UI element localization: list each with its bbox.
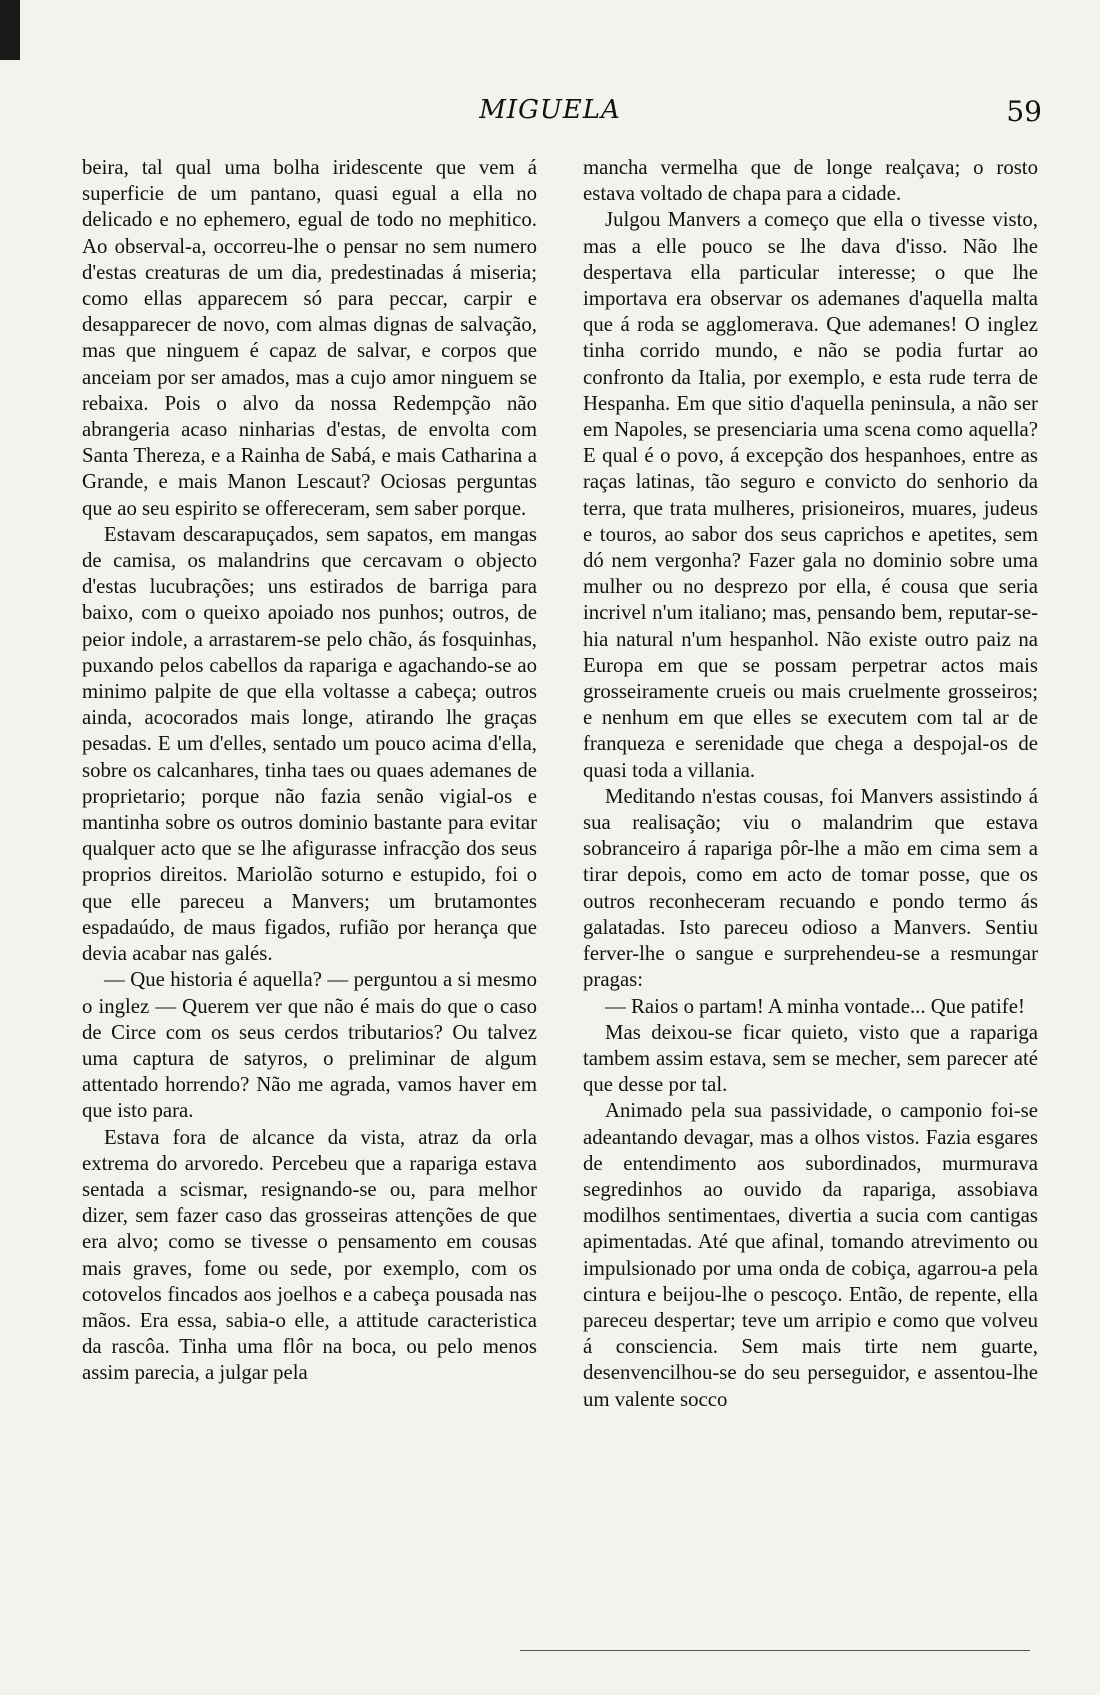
footer-rule: [520, 1650, 1030, 1651]
page-header: [0, 95, 1100, 135]
paragraph: — Que historia é aquella? — perguntou a si mesmo o inglez — Querem ver que não é mais do que o caso de Circe com os seus cerdos tributarios? Ou talvez uma captura de satyros, o preliminar de algum attentado horrendo? Não me agrada, vamos haver em que isto para.: [82, 968, 537, 1123]
paragraph: beira, tal qual uma bolha iridescente que vem á superficie de um pantano, quasi egual a ella no delicado e no ephemero, egual de todo no mephitico. Ao observal-a, occorreu-lhe o pensar no sem numero d'estas creaturas de um dia, predestinadas á miseria; como ellas apparecem só para peccar, carpir e desapparecer de novo, com almas dignas de salvação, mas que ninguem é capaz de salvar, e corpos que anceiam por ser amados, mas a cujo amor ninguem se rebaixa. Pois o alvo da nossa Redempção não abrangeria acaso ninharias d'estas, de envolta com Santa Thereza, e a Rainha de Sabá, e mais Catharina a Grande, e mais Manon Lescaut? Ociosas perguntas que ao seu espirito se offereceram, sem saber porque.: [82, 156, 537, 520]
paragraph: — Raios o partam! A minha vontade... Que patife!: [605, 994, 1025, 1018]
paragraph: mancha vermelha que de longe realçava; o rosto estava voltado de chapa para a cidade.: [583, 156, 1038, 206]
paragraph: Mas deixou-se ficar quieto, visto que a rapariga tambem assim estava, sem se mecher, sem parecer até que desse por tal.: [583, 1020, 1038, 1097]
scan-edge-shadow: [0, 0, 20, 60]
paragraph: Estavam descarapuçados, sem sapatos, em mangas de camisa, os malandrins que cercavam o objecto d'estas lucubrações; uns estirados de barriga para baixo, com o queixo apoiado nos punhos; outros, de peior indole, a arrastarem-se pelo chão, ás fosquinhas, puxando pelos cabellos da rapariga e agachando-se ao minimo palpite de que ella voltasse a cabeça; outros ainda, acocorados mais longe, atirando lhe graças pesadas. E um d'elles, sentado um pouco acima d'ella, sobre os calcanhares, tinha taes ou quaes ademanes de proprietario; porque não fazia senão vigial-os e mantinha sobre os outros dominio bastante para evitar qualquer acto que se lhe afigurasse infracção dos seus proprios direitos. Mariolão soturno e estupido, foi o que elle pareceu a Manvers; um brutamontes espadaúdo, de maus figados, rufião por herança que devia acabar nas galés.: [82, 522, 537, 966]
paragraph: Animado pela sua passividade, o camponio foi-se adeantando devagar, mas a olhos vistos. Fazia esgares de entendimento aos subordinados, murmurava segredinhos ao ouvido da rapariga, assobiava modilhos sentimentaes, divertia a sucia com cantigas apimentadas. Até que afinal, tomando atrevimento ou impulsionado por uma onda de cobiça, agarrou-a pela cintura e beijou-lhe o pescoço. Então, de repente, ella pareceu despertar; teve um arripio e como que volveu á consciencia. Sem mais tirte nem guarte, desenvencilhou-se do seu perseguidor, e assentou-lhe um valente socco: [583, 1099, 1038, 1411]
page-number: 59: [1006, 95, 1042, 128]
left-column: [82, 155, 537, 1387]
paragraph: Estava fora de alcance da vista, atraz da orla extrema do arvoredo. Percebeu que a rapariga estava sentada a scismar, resignando-se ou, para melhor dizer, sem fazer caso das grosseiras attenções de que era alvo; como se tivesse o pensamento em cousas mais graves, fome ou sede, por exemplo, com os cotovelos fincados aos joelhos e a cabeça pousada nas mãos. Era essa, sabia-o elle, a attitude caracteristica da rascôa. Tinha uma flôr na boca, ou pelo menos assim parecia, a julgar pela: [82, 1125, 537, 1385]
paragraph: Meditando n'estas cousas, foi Manvers assistindo á sua realisação; viu o malandrim que estava sobranceiro á rapariga pôr-lhe a mão em cima sem a tirar depois, como em acto de tomar posse, que os outros reconheceram recuando e pondo termo ás galatadas. Isto pareceu odioso a Manvers. Sentiu ferver-lhe o sangue e surprehendeu-se a resmungar pragas:: [583, 784, 1038, 992]
paragraph: Julgou Manvers a começo que ella o tivesse visto, mas a elle pouco se lhe dava d'isso. Não lhe despertava ella particular interesse; o que lhe importava era observar os ademanes d'aquella malta que á roda se agglomerava. Que ademanes! O inglez tinha corrido mundo, e não se podia furtar ao confronto da Italia, por exemplo, e esta rude terra de Hespanha. Em que sitio d'aquella peninsula, a não ser em Napoles, se presenciaria uma scena como aquella? E qual é o povo, á excepção dos hespanhoes, entre as raças latinas, tão seguro e convicto do senhorio da terra, que trata mulheres, prisioneiros, muares, judeus e touros, ao sabor dos seus caprichos e apetites, sem dó nem vergonha? Fazer gala no dominio sobre uma mulher ou no desprezo por ella, é cousa que seria incrivel n'um italiano; mas, pensando bem, reputar-se-hia natural n'um hespanhol. Não existe outro paiz na Europa em que se possam perpetrar actos mais grosseiramente crueis ou mais cruelmente grosseiros; e nenhum em que elles se executem com tal ar de franqueza e serenidade que chega a despojal-os de quasi toda a villania.: [583, 208, 1038, 782]
running-title: MIGUELA: [479, 95, 621, 125]
right-column: [583, 155, 1038, 1413]
